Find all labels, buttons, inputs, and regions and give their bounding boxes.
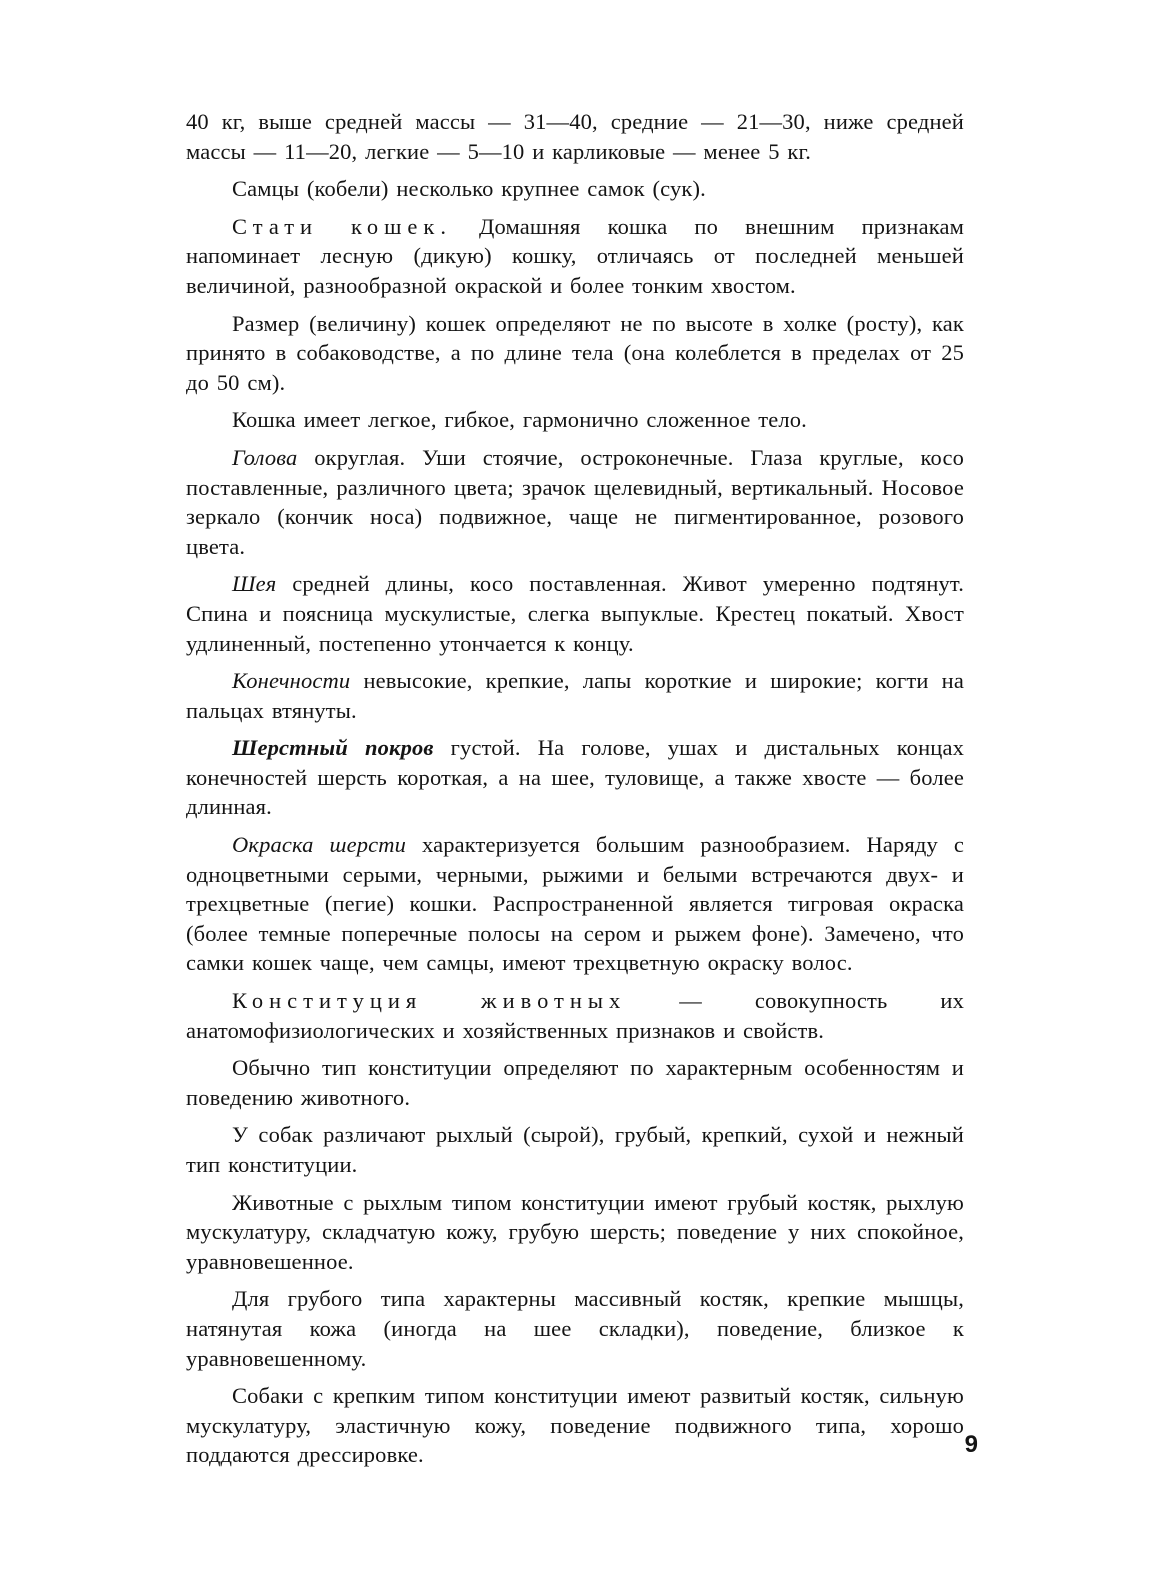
paragraph-cat-size <box>186 309 964 398</box>
paragraph-text: характеризуется большим разнообразием. Наряду с одноцветными серыми, черными, рыжими и белыми встречаются двух- и трехцветные (пегие) кошки. Распространенной является тигровая окраска (более темные поперечные полосы на сером и рыжем фоне). Замечено, что самки кошек чаще, чем самцы, имеют трехцветную окраску волос. <box>186 832 964 976</box>
paragraph-text: невысокие, крепкие, лапы короткие и широкие; когти на пальцах втянуты. <box>186 668 964 723</box>
paragraph-cat-body <box>186 405 964 435</box>
paragraph-text: — совокупность их анатомофизиологических и хозяйственных признаков и свойств. <box>186 988 964 1043</box>
paragraph-dog-weight-classes <box>186 107 964 166</box>
paragraph-dog-sex-size <box>186 174 964 204</box>
paragraph-text: 40 кг, выше средней массы — 31—40, средние — 21—30, ниже средней массы — 11—20, легкие — 5—10 и карликовые — менее 5 кг. <box>186 109 964 164</box>
paragraph-text: Самцы (кобели) несколько крупнее самок (сук). <box>232 176 706 202</box>
paragraph-cat-coat-color <box>186 830 964 978</box>
paragraph-text: Для грубого типа характерны массивный костяк, крепкие мышцы, натянутая кожа (иногда на шее складки), поведение, близкое к уравновешенному. <box>186 1286 964 1371</box>
paragraph-text: округлая. Уши стоячие, остроконечные. Глаза круглые, косо поставленные, различного цвета; зрачок щелевидный, вертикальный. Носовое зеркало (кончик носа) подвижное, чаще не пигментированное, розового цвета. <box>186 444 964 559</box>
section-term: Шея <box>232 571 277 597</box>
page-body <box>186 107 964 1478</box>
paragraph-dog-constitution-types <box>186 1120 964 1179</box>
paragraph-text: У собак различают рыхлый (сырой), грубый, крепкий, сухой и нежный тип конституции. <box>186 1122 964 1177</box>
paragraph-loose-type <box>186 1188 964 1277</box>
paragraph-text: средней длины, косо поставленная. Живот умеренно подтянут. Спина и поясница мускулистые, слегка выпуклые. Крестец покатый. Хвост удлиненный, постепенно утончается к концу. <box>186 571 964 656</box>
paragraph-text: Животные с рыхлым типом конституции имеют грубый костяк, рыхлую мускулатуру, складчатую кожу, грубую шерсть; поведение у них спокойное, уравновешенное. <box>186 1189 964 1274</box>
paragraph-cat-head <box>186 443 964 561</box>
section-term: Шерстный покров <box>232 735 434 761</box>
page-number: 9 <box>964 1431 978 1458</box>
paragraph-coarse-type <box>186 1284 964 1373</box>
paragraph-constitution-definition <box>186 986 964 1045</box>
paragraph-constitution-method <box>186 1053 964 1112</box>
section-term: Окраска шерсти <box>232 832 407 858</box>
section-term: Конечности <box>232 668 351 694</box>
paragraph-text: Собаки с крепким типом конституции имеют развитый костяк, сильную мускулатуру, эластичную кожу, поведение подвижного типа, хорошо поддаются дрессировке. <box>186 1383 964 1468</box>
paragraph-cat-conformation <box>186 212 964 301</box>
paragraph-strong-type <box>186 1381 964 1470</box>
paragraph-cat-limbs <box>186 666 964 725</box>
section-term: Голова <box>232 444 298 470</box>
paragraph-text: Размер (величину) кошек определяют не по высоте в холке (росту), как принято в собаководстве, а по длине тела (она колеблется в пределах от 25 до 50 см). <box>186 310 964 395</box>
paragraph-text: Кошка имеет легкое, гибкое, гармонично сложенное тело. <box>232 407 807 433</box>
paragraph-text: Обычно тип конституции определяют по характерным особенностям и поведению животного. <box>186 1055 964 1110</box>
paragraph-text: густой. На голове, ушах и дистальных концах конечностей шерсть короткая, а на шее, туловище, а также хвосте — более длинная. <box>186 735 964 820</box>
paragraph-cat-coat <box>186 733 964 822</box>
section-term: Конституция животных <box>232 988 627 1014</box>
paragraph-text: Домашняя кошка по внешним признакам напоминает лесную (дикую) кошку, отличаясь от последней меньшей величиной, разнообразной окраской и более тонким хвостом. <box>186 213 964 298</box>
section-term: Стати кошек. <box>232 213 452 239</box>
paragraph-cat-neck <box>186 569 964 658</box>
